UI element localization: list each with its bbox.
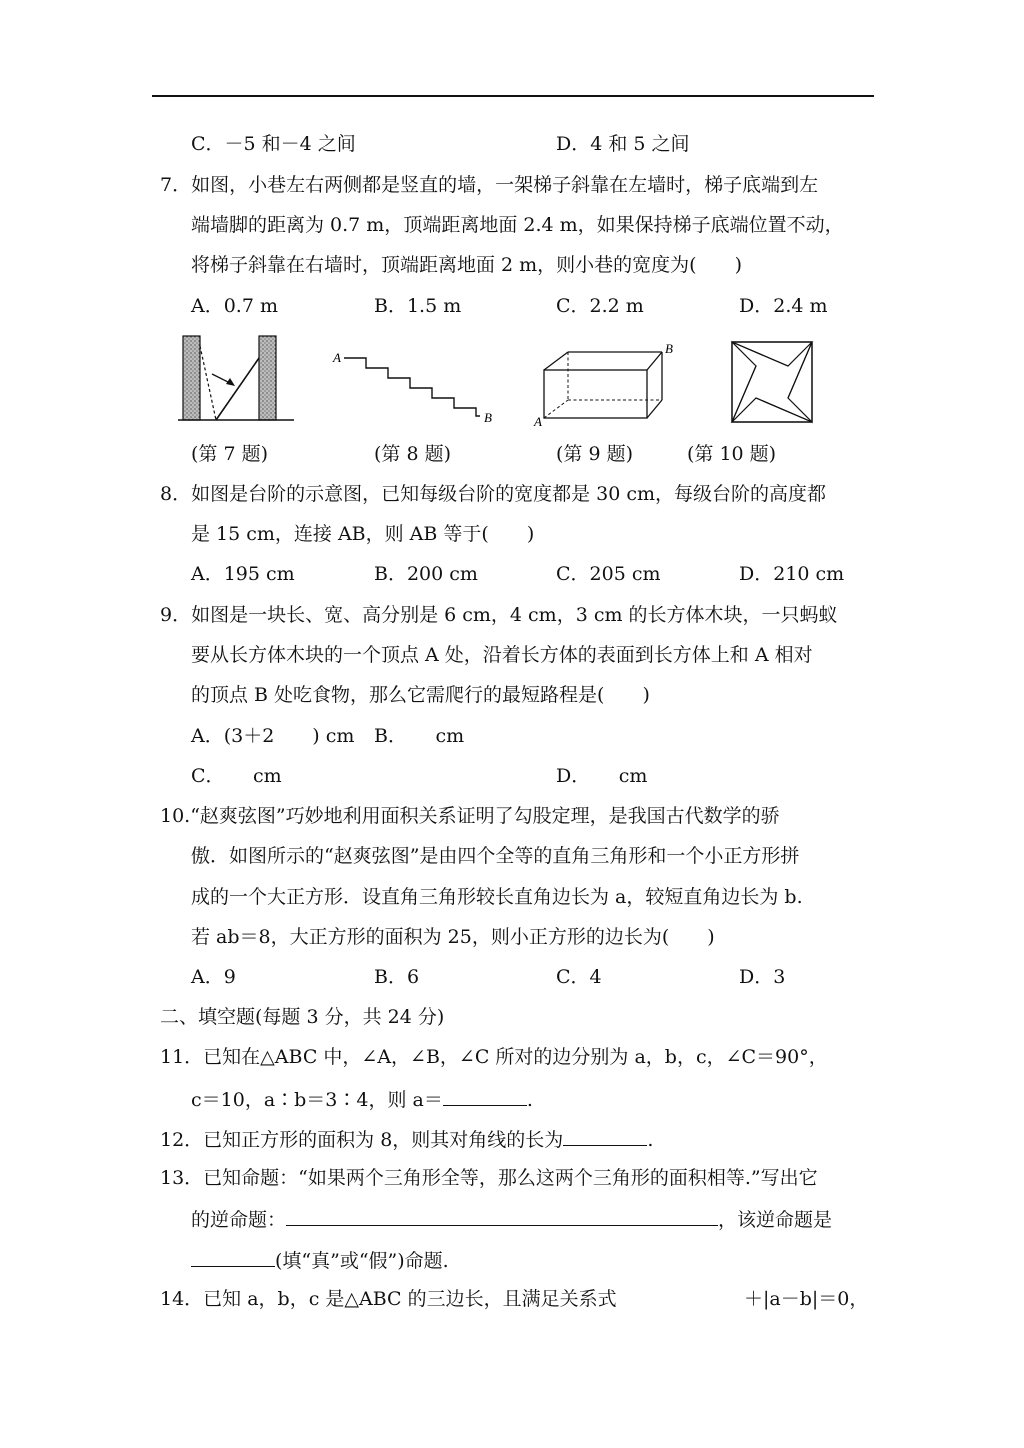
q14-text-end: ＋|a－b|＝0， — [744, 1288, 869, 1310]
q8-option-c: C．205 cm — [556, 563, 661, 585]
q11-answer-blank[interactable] — [443, 1085, 527, 1106]
q8-option-a: A．195 cm — [191, 563, 295, 585]
q10-text-line3: 成的一个大正方形．设直角三角形较长直角边长为 a，较短直角边长为 b. — [191, 886, 803, 908]
q11-text-line2 — [191, 1085, 533, 1113]
q13-line3-text: (填“真”或“假”)命题. — [275, 1250, 449, 1272]
q11-line2-end: . — [526, 1089, 533, 1111]
q8-text-line2: 是 15 cm，连接 AB，则 AB 等于( ) — [191, 523, 535, 545]
ladder-right — [216, 358, 259, 420]
q11-text-line1: 11．已知在△ABC 中，∠A，∠B，∠C 所对的边分别为 a，b，c，∠C＝90°， — [160, 1046, 828, 1068]
cuboid-edge — [544, 352, 568, 370]
q10-option-b: B．6 — [374, 966, 420, 988]
caption-figure-9: (第 9 题) — [556, 443, 633, 465]
chord-line — [756, 398, 812, 422]
chord-line — [788, 342, 812, 398]
cuboid-front-face — [544, 370, 647, 418]
left-wall — [183, 336, 200, 420]
caption-figure-8: (第 8 题) — [374, 443, 451, 465]
figure-9-cuboid — [532, 340, 678, 428]
q14-text-start: 14．已知 a，b，c 是△ABC 的三边长，且满足关系式 — [160, 1288, 617, 1310]
q12-text-end: . — [647, 1129, 654, 1151]
cuboid-edge — [647, 400, 662, 418]
q10-option-a: A．9 — [191, 966, 236, 988]
cuboid-hidden-edge — [544, 400, 568, 418]
q7-option-a: A．0.7 m — [191, 295, 278, 317]
q7-option-c: C．2.2 m — [556, 295, 644, 317]
vertex-b-label: B — [665, 341, 673, 356]
q10-text-line1: 10.“赵爽弦图”巧妙地利用面积关系证明了勾股定理，是我国古代数学的骄 — [160, 805, 780, 827]
q11-line2-text: c＝10，a∶b＝3∶4，则 a＝ — [191, 1089, 443, 1111]
ladder-left-dashed — [200, 346, 216, 420]
arrow-head-icon — [226, 378, 235, 386]
q12-text-main: 12．已知正方形的面积为 8，则其对角线的长为 — [160, 1129, 564, 1151]
q9-option-b: B． cm — [374, 725, 465, 747]
q7-text-line2: 端墙脚的距离为 0.7 m，顶端距离地面 2.4 m，如果保持梯子底端位置不动， — [191, 214, 844, 236]
stairs-outline — [344, 358, 480, 416]
q8-option-b: B．200 cm — [374, 563, 478, 585]
q10-text-line4: 若 ab＝8，大正方形的面积为 25，则小正方形的边长为( ) — [191, 926, 715, 948]
header-rule — [152, 95, 874, 97]
chord-line — [732, 342, 788, 366]
q9-option-d: D． cm — [556, 765, 648, 787]
q13-text-line1: 13．已知命题：“如果两个三角形全等，那么这两个三角形的面积相等.”写出它 — [160, 1167, 818, 1189]
q8-option-d: D．210 cm — [739, 563, 845, 585]
chord-line — [732, 366, 756, 422]
q12-text — [160, 1125, 653, 1153]
point-a-label: A — [333, 350, 341, 365]
q7-text-line3: 将梯子斜靠在右墙时，顶端距离地面 2 m，则小巷的宽度为( ) — [191, 254, 743, 276]
caption-figure-7: (第 7 题) — [191, 443, 268, 465]
q13-converse-blank[interactable] — [286, 1205, 718, 1226]
caption-figure-10: (第 10 题) — [687, 443, 777, 465]
q9-text-line2: 要从长方体木块的一个顶点 A 处，沿着长方体的表面到长方体上和 A 相对 — [191, 644, 813, 666]
q6-option-d: D．4 和 5 之间 — [556, 133, 690, 155]
q13-line2-end: ，该逆命题是 — [718, 1209, 833, 1231]
point-b-label: B — [484, 410, 492, 425]
q9-option-a: A．(3＋2 ) cm — [191, 725, 355, 747]
q7-option-d: D．2.4 m — [739, 295, 828, 317]
q9-text-line3: 的顶点 B 处吃食物，那么它需爬行的最短路程是( ) — [191, 684, 650, 706]
q13-line2-text: 的逆命题： — [191, 1209, 287, 1231]
q7-text-line1: 7．如图，小巷左右两侧都是竖直的墙，一架梯子斜靠在左墙时，梯子底端到左 — [160, 174, 819, 196]
q13-text-line3 — [191, 1246, 449, 1274]
q10-option-d: D．3 — [739, 966, 786, 988]
figure-10-zhao-shuang-diagram — [730, 340, 814, 424]
q13-truth-blank[interactable] — [191, 1246, 275, 1267]
q9-option-c: C． cm — [191, 765, 282, 787]
q13-text-line2 — [191, 1205, 832, 1233]
q9-text-line1: 9．如图是一块长、宽、高分别是 6 cm，4 cm，3 cm 的长方体木块，一只蚂蚁 — [160, 604, 838, 626]
figure-7-ladder — [178, 332, 296, 424]
q10-option-c: C．4 — [556, 966, 602, 988]
q8-text-line1: 8．如图是台阶的示意图，已知每级台阶的宽度都是 30 cm，每级台阶的高度都 — [160, 483, 827, 505]
q12-answer-blank[interactable] — [563, 1125, 647, 1146]
vertex-a-label: A — [534, 414, 542, 428]
q7-option-b: B．1.5 m — [374, 295, 462, 317]
right-wall — [259, 336, 276, 420]
figure-8-stairs — [330, 346, 502, 426]
cuboid-edge — [647, 352, 662, 370]
q6-option-c: C．－5 和－4 之间 — [191, 133, 356, 155]
section-2-title: 二、填空题(每题 3 分，共 24 分) — [160, 1006, 445, 1028]
q10-text-line2: 傲．如图所示的“赵爽弦图”是由四个全等的直角三角形和一个小正方形拼 — [191, 845, 800, 867]
